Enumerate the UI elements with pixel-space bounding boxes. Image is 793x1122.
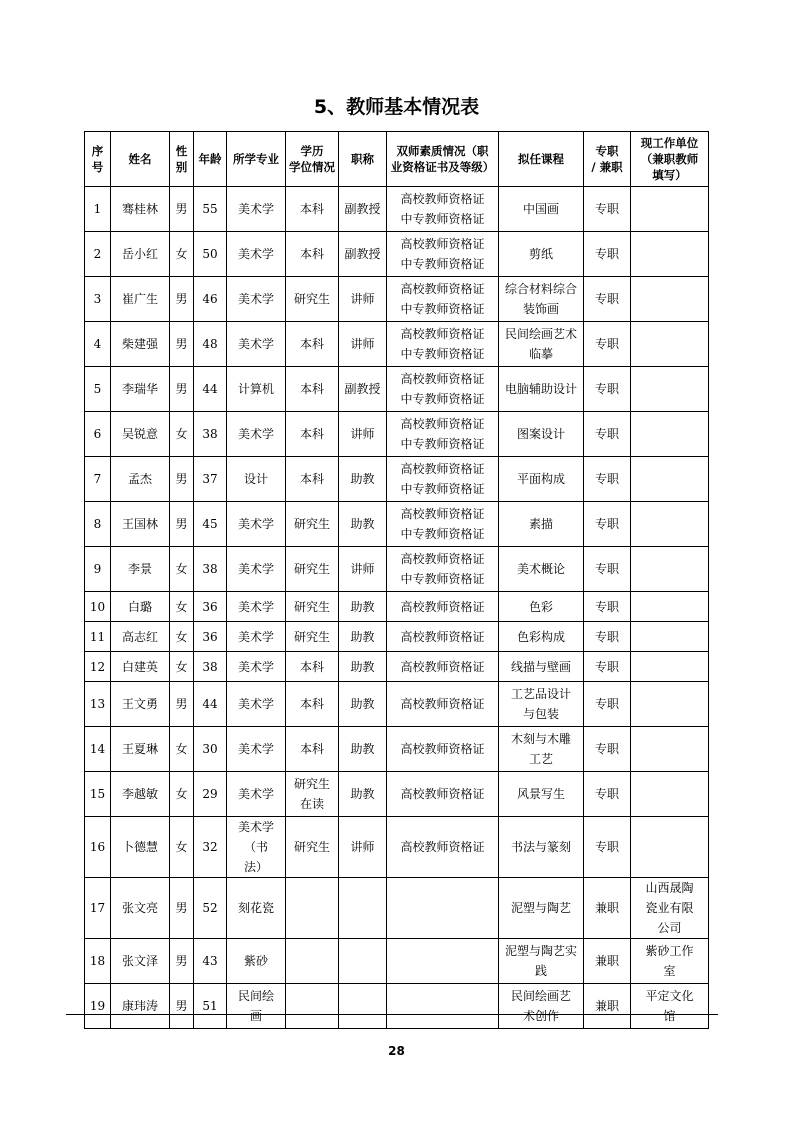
cell-gender: 男 (170, 682, 194, 727)
cell-course: 工艺品设计 与包装 (499, 682, 584, 727)
cell-course: 美术概论 (499, 547, 584, 592)
cell-employment: 兼职 (584, 984, 631, 1029)
table-row (85, 547, 709, 592)
cell-employment: 兼职 (584, 939, 631, 984)
cell-title (339, 939, 387, 984)
cell-index: 5 (85, 367, 111, 412)
cell-workplace (631, 682, 709, 727)
cell-degree: 研究生 (286, 592, 339, 622)
cell-degree (286, 984, 339, 1029)
page-number: 28 (388, 1044, 405, 1058)
cell-name: 白璐 (111, 592, 170, 622)
cell-major: 美术学 (227, 592, 286, 622)
cell-degree: 本科 (286, 187, 339, 232)
cell-age: 38 (194, 652, 227, 682)
cell-index: 7 (85, 457, 111, 502)
table-row (85, 412, 709, 457)
cell-employment: 专职 (584, 457, 631, 502)
table-row (85, 652, 709, 682)
cell-gender: 男 (170, 878, 194, 939)
cell-qualification: 高校教师资格证 中专教师资格证 (387, 412, 499, 457)
cell-name: 张文泽 (111, 939, 170, 984)
cell-course: 风景写生 (499, 772, 584, 817)
cell-index: 19 (85, 984, 111, 1029)
cell-workplace (631, 502, 709, 547)
cell-gender: 男 (170, 457, 194, 502)
cell-age: 52 (194, 878, 227, 939)
cell-title: 讲师 (339, 322, 387, 367)
cell-age: 43 (194, 939, 227, 984)
cell-index: 18 (85, 939, 111, 984)
cell-major: 美术学 (227, 322, 286, 367)
cell-workplace (631, 772, 709, 817)
header-course: 拟任课程 (499, 132, 584, 187)
cell-degree: 研究生 (286, 277, 339, 322)
cell-course: 色彩 (499, 592, 584, 622)
cell-title: 助教 (339, 592, 387, 622)
cell-name: 张文亮 (111, 878, 170, 939)
cell-employment: 专职 (584, 412, 631, 457)
cell-gender: 女 (170, 412, 194, 457)
cell-title: 讲师 (339, 277, 387, 322)
cell-degree: 本科 (286, 457, 339, 502)
cell-gender: 女 (170, 232, 194, 277)
cell-degree: 研究生 (286, 547, 339, 592)
cell-index: 11 (85, 622, 111, 652)
cell-course: 泥塑与陶艺实 践 (499, 939, 584, 984)
cell-age: 36 (194, 622, 227, 652)
cell-major: 美术学 (227, 277, 286, 322)
table-row (85, 622, 709, 652)
cell-title (339, 878, 387, 939)
table-row (85, 984, 709, 1029)
table-row (85, 367, 709, 412)
cell-workplace (631, 622, 709, 652)
cell-employment: 专职 (584, 277, 631, 322)
cell-title: 副教授 (339, 367, 387, 412)
cell-name: 岳小红 (111, 232, 170, 277)
cell-index: 13 (85, 682, 111, 727)
cell-degree: 研究生 (286, 622, 339, 652)
table-row (85, 322, 709, 367)
cell-age: 46 (194, 277, 227, 322)
cell-index: 10 (85, 592, 111, 622)
cell-name: 骞桂林 (111, 187, 170, 232)
cell-age: 36 (194, 592, 227, 622)
table-header-row (85, 132, 709, 187)
cell-qualification: 高校教师资格证 (387, 682, 499, 727)
cell-degree: 本科 (286, 652, 339, 682)
cell-major: 美术学 (227, 727, 286, 772)
cell-gender: 男 (170, 984, 194, 1029)
cell-degree: 本科 (286, 367, 339, 412)
cell-gender: 男 (170, 187, 194, 232)
cell-course: 剪纸 (499, 232, 584, 277)
cell-degree (286, 939, 339, 984)
cell-employment: 兼职 (584, 878, 631, 939)
cell-index: 16 (85, 817, 111, 878)
cell-age: 48 (194, 322, 227, 367)
table-row (85, 592, 709, 622)
cell-course: 平面构成 (499, 457, 584, 502)
cell-workplace (631, 187, 709, 232)
cell-title: 助教 (339, 652, 387, 682)
cell-gender: 女 (170, 592, 194, 622)
cell-name: 李越敏 (111, 772, 170, 817)
cell-course: 泥塑与陶艺 (499, 878, 584, 939)
header-workplace: 现工作单位 （兼职教师 填写） (631, 132, 709, 187)
cell-qualification: 高校教师资格证 (387, 652, 499, 682)
cell-gender: 男 (170, 277, 194, 322)
cell-gender: 女 (170, 817, 194, 878)
cell-employment: 专职 (584, 187, 631, 232)
cell-name: 柴建强 (111, 322, 170, 367)
cell-major: 紫砂 (227, 939, 286, 984)
cell-index: 8 (85, 502, 111, 547)
cell-major: 美术学 (227, 187, 286, 232)
footer-divider (66, 1014, 718, 1015)
header-title: 职称 (339, 132, 387, 187)
cell-employment: 专职 (584, 727, 631, 772)
header-degree: 学历 学位情况 (286, 132, 339, 187)
cell-workplace: 平定文化 馆 (631, 984, 709, 1029)
cell-employment: 专职 (584, 547, 631, 592)
cell-name: 康玮涛 (111, 984, 170, 1029)
cell-name: 孟杰 (111, 457, 170, 502)
cell-workplace (631, 232, 709, 277)
cell-workplace (631, 412, 709, 457)
cell-age: 30 (194, 727, 227, 772)
cell-gender: 女 (170, 772, 194, 817)
cell-age: 29 (194, 772, 227, 817)
cell-course: 图案设计 (499, 412, 584, 457)
table-row (85, 772, 709, 817)
cell-employment: 专职 (584, 502, 631, 547)
teacher-table (84, 131, 709, 1029)
cell-age: 32 (194, 817, 227, 878)
cell-workplace (631, 322, 709, 367)
cell-gender: 男 (170, 367, 194, 412)
cell-qualification (387, 878, 499, 939)
cell-major: 设计 (227, 457, 286, 502)
cell-age: 44 (194, 367, 227, 412)
cell-degree: 本科 (286, 322, 339, 367)
cell-index: 1 (85, 187, 111, 232)
cell-workplace: 山西晟陶 瓷业有限 公司 (631, 878, 709, 939)
cell-qualification: 高校教师资格证 中专教师资格证 (387, 232, 499, 277)
table-row (85, 878, 709, 939)
table-row (85, 502, 709, 547)
cell-qualification: 高校教师资格证 中专教师资格证 (387, 547, 499, 592)
cell-name: 崔广生 (111, 277, 170, 322)
cell-name: 王夏琳 (111, 727, 170, 772)
cell-qualification: 高校教师资格证 中专教师资格证 (387, 277, 499, 322)
header-name: 姓名 (111, 132, 170, 187)
cell-degree: 本科 (286, 682, 339, 727)
cell-employment: 专职 (584, 622, 631, 652)
cell-title (339, 984, 387, 1029)
cell-major: 美术学 (227, 232, 286, 277)
cell-qualification: 高校教师资格证 中专教师资格证 (387, 457, 499, 502)
table-row (85, 682, 709, 727)
table-row (85, 457, 709, 502)
header-employment: 专职 / 兼职 (584, 132, 631, 187)
cell-title: 助教 (339, 622, 387, 652)
cell-qualification: 高校教师资格证 (387, 592, 499, 622)
cell-major: 美术学 (227, 547, 286, 592)
table-row (85, 939, 709, 984)
cell-name: 高志红 (111, 622, 170, 652)
cell-employment: 专职 (584, 232, 631, 277)
cell-index: 4 (85, 322, 111, 367)
cell-course: 民间绘画艺术 临摹 (499, 322, 584, 367)
cell-degree (286, 878, 339, 939)
cell-course: 综合材料综合 装饰画 (499, 277, 584, 322)
page-title: 5、教师基本情况表 (313, 96, 480, 118)
cell-course: 电脑辅助设计 (499, 367, 584, 412)
cell-title: 助教 (339, 772, 387, 817)
cell-age: 38 (194, 412, 227, 457)
cell-index: 17 (85, 878, 111, 939)
cell-workplace (631, 457, 709, 502)
cell-workplace (631, 547, 709, 592)
cell-age: 55 (194, 187, 227, 232)
cell-degree: 本科 (286, 412, 339, 457)
cell-index: 6 (85, 412, 111, 457)
cell-index: 9 (85, 547, 111, 592)
cell-gender: 女 (170, 652, 194, 682)
cell-name: 李瑞华 (111, 367, 170, 412)
cell-qualification: 高校教师资格证 中专教师资格证 (387, 367, 499, 412)
cell-degree: 本科 (286, 232, 339, 277)
cell-workplace (631, 652, 709, 682)
cell-index: 12 (85, 652, 111, 682)
cell-employment: 专职 (584, 322, 631, 367)
cell-course: 木刻与木雕 工艺 (499, 727, 584, 772)
cell-title: 助教 (339, 682, 387, 727)
cell-qualification (387, 984, 499, 1029)
cell-degree: 本科 (286, 727, 339, 772)
cell-workplace (631, 592, 709, 622)
cell-name: 王国林 (111, 502, 170, 547)
cell-course: 线描与壁画 (499, 652, 584, 682)
table-row (85, 232, 709, 277)
table-row (85, 727, 709, 772)
cell-major: 计算机 (227, 367, 286, 412)
cell-qualification: 高校教师资格证 (387, 772, 499, 817)
cell-qualification: 高校教师资格证 (387, 727, 499, 772)
cell-qualification: 高校教师资格证 中专教师资格证 (387, 502, 499, 547)
cell-title: 副教授 (339, 232, 387, 277)
cell-workplace (631, 817, 709, 878)
cell-major: 美术学 (227, 412, 286, 457)
cell-age: 44 (194, 682, 227, 727)
cell-gender: 女 (170, 547, 194, 592)
cell-major: 美术学 (227, 652, 286, 682)
header-index: 序 号 (85, 132, 111, 187)
cell-gender: 女 (170, 727, 194, 772)
cell-qualification: 高校教师资格证 (387, 817, 499, 878)
cell-workplace: 紫砂工作 室 (631, 939, 709, 984)
cell-qualification: 高校教师资格证 中专教师资格证 (387, 187, 499, 232)
cell-age: 51 (194, 984, 227, 1029)
cell-name: 吴锐意 (111, 412, 170, 457)
header-major: 所学专业 (227, 132, 286, 187)
cell-gender: 男 (170, 502, 194, 547)
cell-title: 助教 (339, 457, 387, 502)
cell-title: 讲师 (339, 817, 387, 878)
cell-employment: 专职 (584, 682, 631, 727)
cell-workplace (631, 277, 709, 322)
cell-major: 美术学 (227, 772, 286, 817)
cell-employment: 专职 (584, 592, 631, 622)
cell-workplace (631, 727, 709, 772)
cell-workplace (631, 367, 709, 412)
cell-name: 卜德慧 (111, 817, 170, 878)
cell-qualification: 高校教师资格证 中专教师资格证 (387, 322, 499, 367)
cell-gender: 男 (170, 322, 194, 367)
cell-index: 15 (85, 772, 111, 817)
cell-course: 素描 (499, 502, 584, 547)
cell-major: 美术学 (227, 682, 286, 727)
cell-age: 38 (194, 547, 227, 592)
header-qualification: 双师素质情况（职 业资格证书及等级） (387, 132, 499, 187)
cell-course: 中国画 (499, 187, 584, 232)
cell-major: 民间绘 画 (227, 984, 286, 1029)
cell-name: 李景 (111, 547, 170, 592)
cell-qualification (387, 939, 499, 984)
cell-employment: 专职 (584, 772, 631, 817)
cell-name: 白建英 (111, 652, 170, 682)
cell-qualification: 高校教师资格证 (387, 622, 499, 652)
header-age: 年龄 (194, 132, 227, 187)
table-row (85, 187, 709, 232)
cell-degree: 研究生 (286, 817, 339, 878)
cell-index: 14 (85, 727, 111, 772)
cell-employment: 专职 (584, 367, 631, 412)
cell-title: 讲师 (339, 547, 387, 592)
cell-major: 美术学 (227, 502, 286, 547)
cell-course: 色彩构成 (499, 622, 584, 652)
cell-course: 书法与篆刻 (499, 817, 584, 878)
table-row (85, 817, 709, 878)
cell-gender: 女 (170, 622, 194, 652)
cell-major: 美术学 (227, 622, 286, 652)
cell-index: 3 (85, 277, 111, 322)
cell-index: 2 (85, 232, 111, 277)
cell-major: 刻花瓷 (227, 878, 286, 939)
cell-age: 45 (194, 502, 227, 547)
cell-name: 王文勇 (111, 682, 170, 727)
table-row (85, 277, 709, 322)
cell-title: 助教 (339, 502, 387, 547)
cell-employment: 专职 (584, 817, 631, 878)
cell-title: 助教 (339, 727, 387, 772)
cell-age: 37 (194, 457, 227, 502)
cell-title: 讲师 (339, 412, 387, 457)
cell-degree: 研究生 (286, 502, 339, 547)
cell-title: 副教授 (339, 187, 387, 232)
cell-age: 50 (194, 232, 227, 277)
cell-course: 民间绘画艺 术创作 (499, 984, 584, 1029)
cell-degree: 研究生 在读 (286, 772, 339, 817)
cell-employment: 专职 (584, 652, 631, 682)
cell-gender: 男 (170, 939, 194, 984)
header-gender: 性 别 (170, 132, 194, 187)
cell-major: 美术学 （书 法） (227, 817, 286, 878)
